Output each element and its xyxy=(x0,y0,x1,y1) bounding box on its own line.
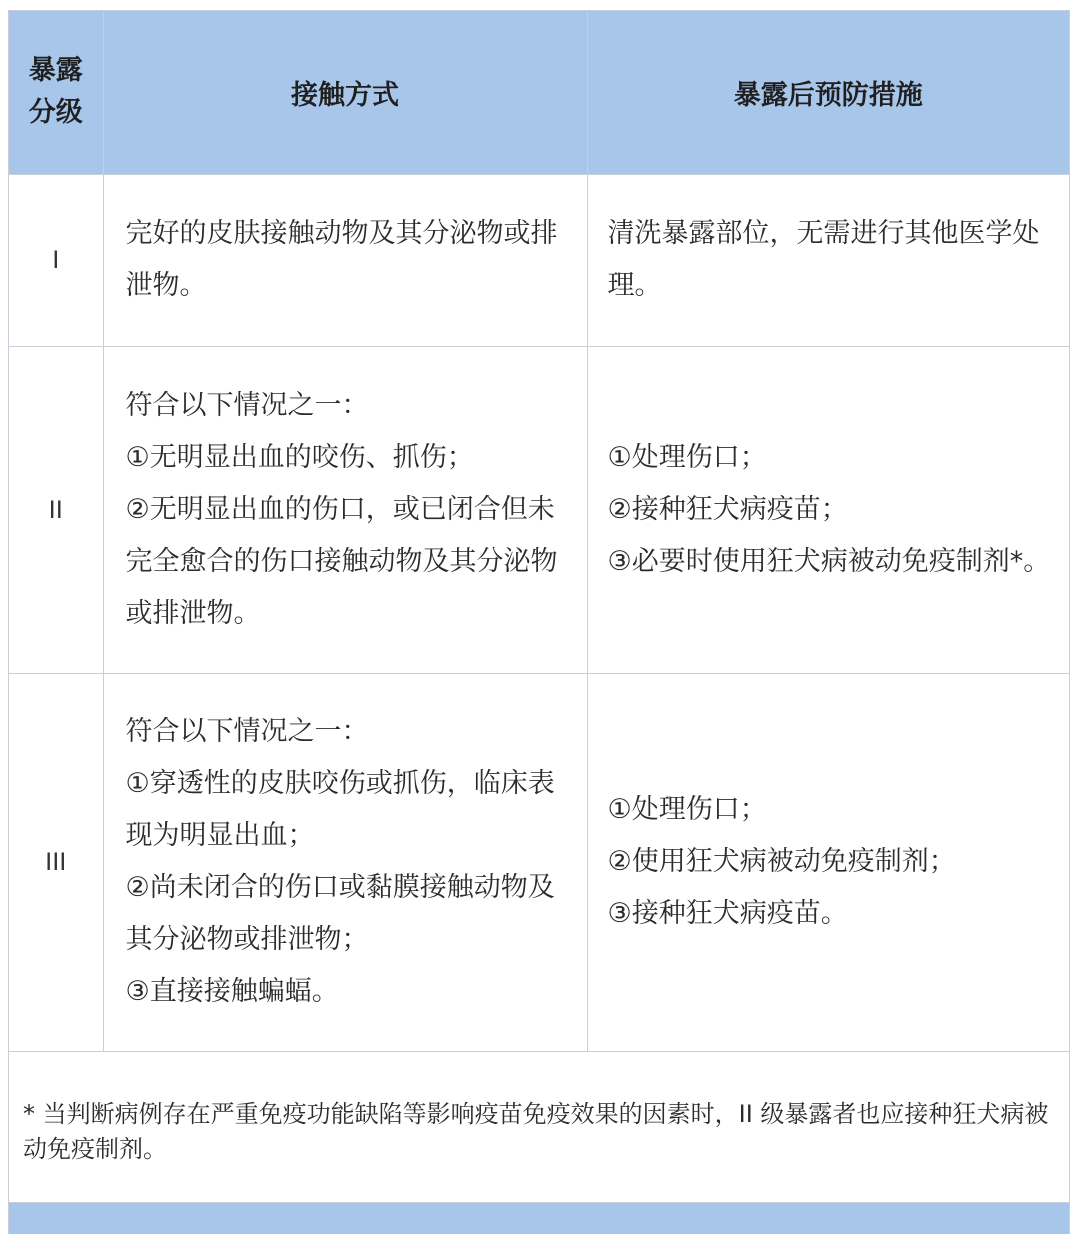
table-row xyxy=(9,174,1069,346)
contact-item: ②尚未闭合的伤口或黏膜接触动物及其分泌物或排泄物； xyxy=(125,872,555,955)
prophylaxis-cell: 清洗暴露部位，无需进行其他医学处理。 xyxy=(587,174,1069,346)
contact-intro: 符合以下情况之一： xyxy=(125,389,369,421)
header-level-line1: 暴露 xyxy=(28,55,83,87)
exposure-table-frame xyxy=(8,10,1070,1234)
table-row xyxy=(9,673,1069,1051)
prophylaxis-item: ②使用狂犬病被动免疫制剂； xyxy=(607,846,956,877)
table-row xyxy=(9,346,1069,673)
prophylaxis-cell xyxy=(587,673,1069,1051)
header-prophylaxis: 暴露后预防措施 xyxy=(587,11,1069,174)
exposure-level-cell: I xyxy=(9,174,103,346)
header-level-line2: 分级 xyxy=(28,97,83,129)
exposure-level-cell: III xyxy=(9,673,103,1051)
prophylaxis-item: ③接种狂犬病疫苗。 xyxy=(607,898,848,929)
bottom-band xyxy=(9,1203,1069,1234)
prophylaxis-item: ①处理伤口； xyxy=(607,794,767,825)
prophylaxis-item: ②接种狂犬病疫苗； xyxy=(607,493,848,525)
prophylaxis-cell xyxy=(587,346,1069,673)
exposure-level-cell: II xyxy=(9,346,103,673)
contact-method-cell xyxy=(103,673,587,1051)
contact-item: ①穿透性的皮肤咬伤或抓伤，临床表现为明显出血； xyxy=(125,768,555,851)
contact-method-cell xyxy=(103,346,587,673)
contact-item: ②无明显出血的伤口，或已闭合但未完全愈合的伤口接触动物及其分泌物或排泄物。 xyxy=(125,493,558,629)
contact-item: ③直接接触蝙蝠。 xyxy=(125,976,339,1007)
contact-item: ①无明显出血的咬伤、抓伤； xyxy=(125,441,474,473)
rabies-exposure-table xyxy=(9,11,1069,1052)
contact-method-cell: 完好的皮肤接触动物及其分泌物或排泄物。 xyxy=(103,174,587,346)
table-header-row xyxy=(9,11,1069,174)
header-contact-method: 接触方式 xyxy=(103,11,587,174)
header-exposure-level xyxy=(9,11,103,174)
prophylaxis-item: ①处理伤口； xyxy=(607,441,767,473)
table-footnote: * 当判断病例存在严重免疫功能缺陷等影响疫苗免疫效果的因素时，II 级暴露者也应接种狂犬病被动免疫制剂。 xyxy=(9,1051,1069,1203)
prophylaxis-item: ③必要时使用狂犬病被动免疫制剂*。 xyxy=(607,545,1051,577)
contact-intro: 符合以下情况之一： xyxy=(125,716,369,747)
